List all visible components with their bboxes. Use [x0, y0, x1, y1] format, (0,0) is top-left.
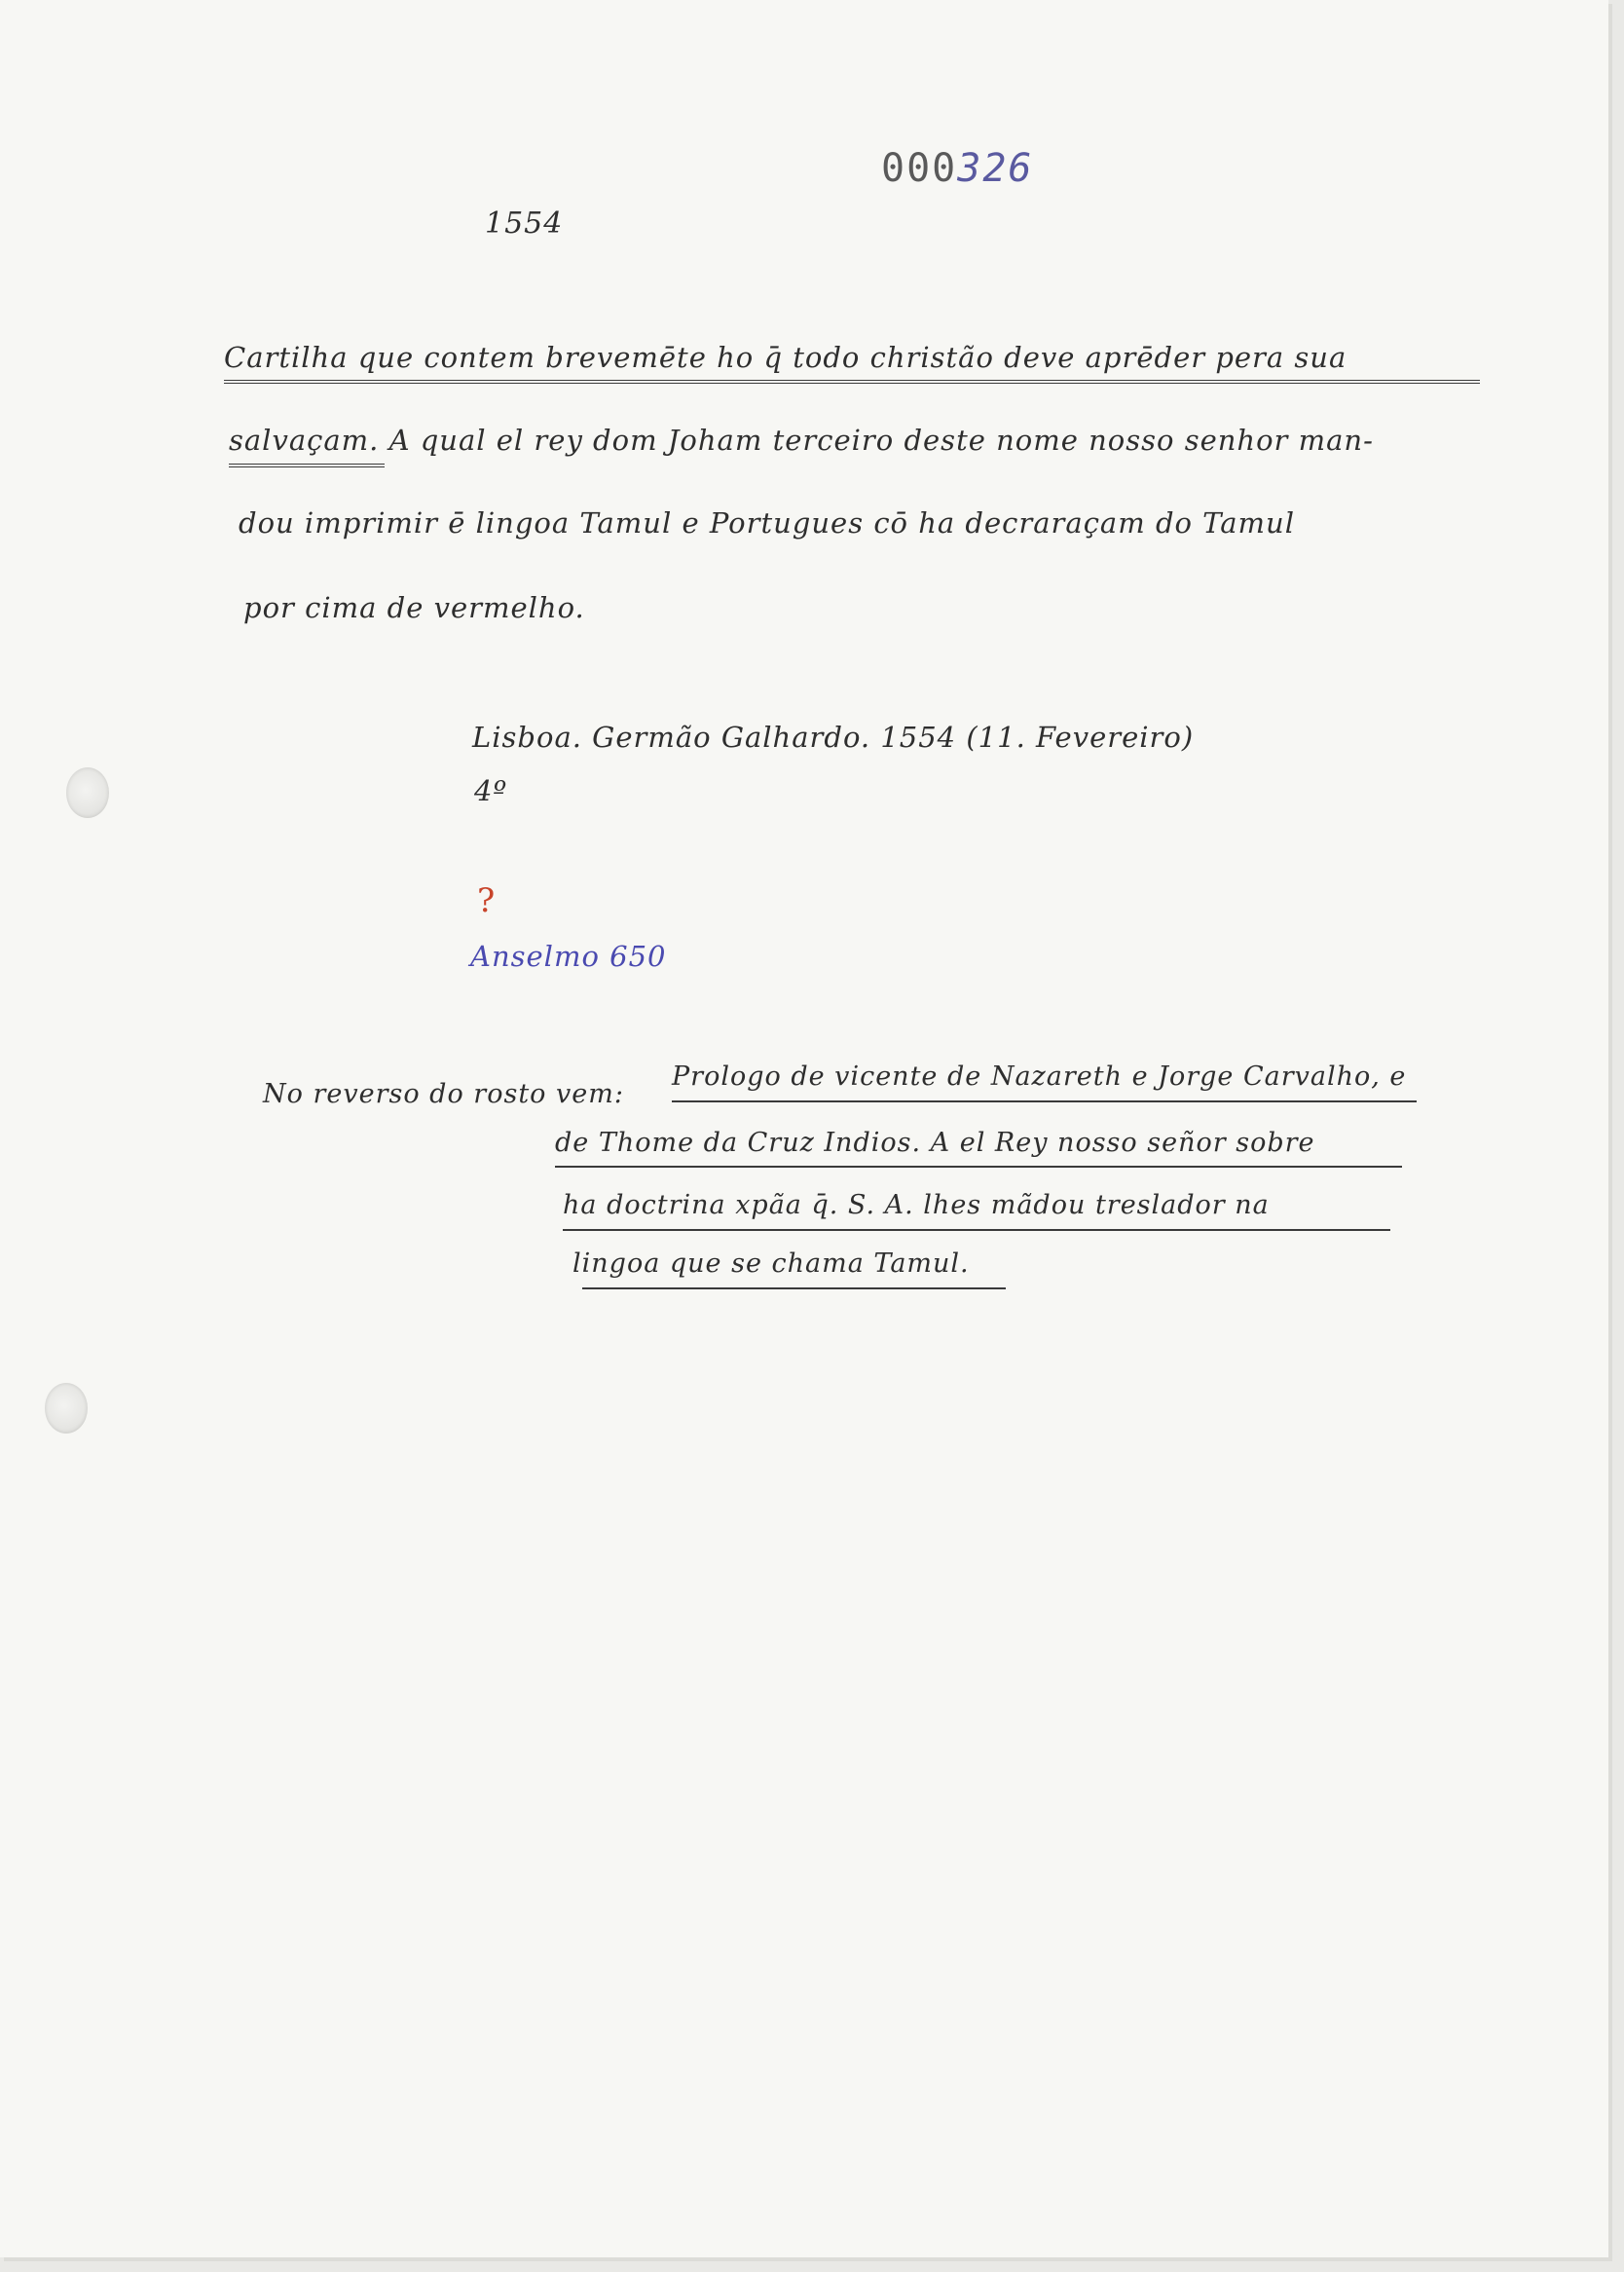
note-line-2: de Thome da Cruz Indios. A el Rey nosso señor sobre: [555, 1128, 1315, 1158]
title-line-4: por cima de vermelho.: [243, 591, 585, 624]
title-line-1: Cartilha que contem brevemēte ho q̄ todo christão deve aprēder pera sua: [224, 341, 1347, 374]
note-line-1: Prologo de vicente de Nazareth e Jorge Carvalho, e: [672, 1062, 1407, 1092]
year: 1554: [485, 206, 564, 241]
note-line-3: ha doctrina xpãa q̄. S. A. lhes mãdou treslador na: [563, 1190, 1270, 1220]
note-underline-3: [563, 1229, 1390, 1231]
catalog-number-prefix: 000: [881, 146, 958, 191]
title-line-2: salvaçam. A qual el rey dom Joham terceiro deste nome nosso senhor man-: [229, 424, 1374, 457]
note-line-4: lingoa que se chama Tamul.: [572, 1248, 970, 1279]
catalog-number-handwritten: 326: [957, 146, 1034, 191]
format: 4º: [474, 774, 508, 807]
note-underline-4: [582, 1287, 1006, 1289]
title-underline-2: [229, 464, 385, 467]
title-underline-1: [224, 380, 1480, 384]
imprint: Lisboa. Germão Galhardo. 1554 (11. Fevereiro): [472, 721, 1195, 754]
note-underline-1: [672, 1100, 1417, 1102]
punch-hole-lower: [45, 1383, 88, 1434]
reference: Anselmo 650: [470, 940, 667, 973]
note-underline-2: [555, 1166, 1402, 1168]
note-label: No reverso do rosto vem:: [263, 1079, 624, 1109]
title-line-3: dou imprimir ē lingoa Tamul e Portugues cō ha decraraçam do Tamul: [239, 506, 1296, 540]
punch-hole-upper: [66, 767, 109, 818]
catalog-number: [881, 146, 1034, 191]
query-mark: ?: [477, 881, 497, 920]
